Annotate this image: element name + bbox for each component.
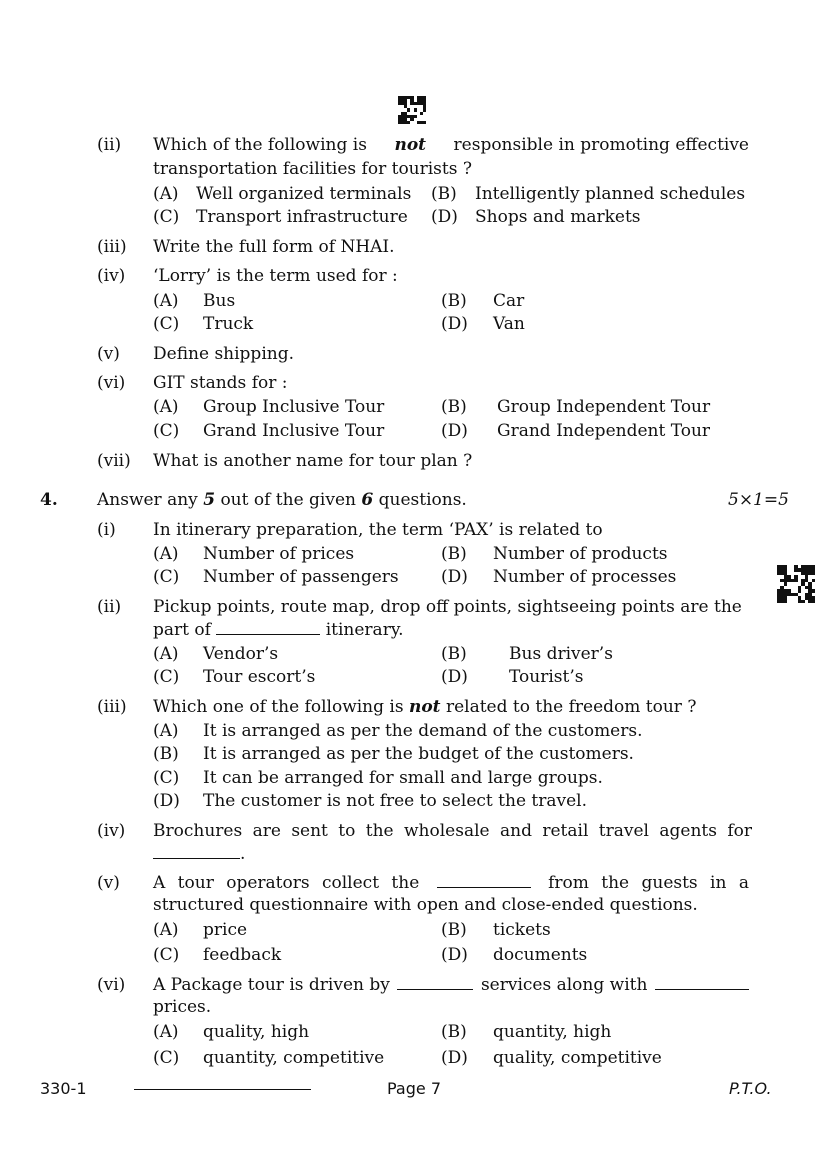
qr-code-top bbox=[398, 96, 426, 124]
option-label: (D) bbox=[441, 421, 468, 441]
question-text-a: A Package tour is driven by bbox=[153, 975, 390, 995]
option-label: (D) bbox=[441, 1048, 468, 1068]
question-number: (ii) bbox=[97, 135, 122, 155]
question-text-a: Which of the following is bbox=[153, 135, 367, 155]
option-text: quality, high bbox=[203, 1022, 310, 1042]
option-label: (B) bbox=[441, 920, 467, 940]
option-text: Vendor’s bbox=[203, 644, 279, 664]
question-text: What is another name for tour plan ? bbox=[153, 451, 473, 471]
question-text-continued bbox=[153, 843, 245, 865]
question-text-a: Which one of the following is bbox=[153, 697, 404, 717]
please-turn-over: P.T.O. bbox=[729, 1079, 772, 1098]
option-text: Group Inclusive Tour bbox=[203, 397, 385, 417]
option-label: (D) bbox=[441, 567, 468, 587]
question-text: In itinerary preparation, the term ‘PAX’ is related to bbox=[153, 520, 603, 540]
question-number: (iii) bbox=[97, 697, 127, 717]
question-text-b: from the guests in a bbox=[548, 873, 749, 893]
sentence-end: . bbox=[240, 844, 246, 864]
instr-c: questions. bbox=[378, 490, 467, 510]
qr-code-side bbox=[777, 565, 815, 603]
instr-b: out of the given bbox=[220, 490, 356, 510]
emphasis-not: not bbox=[408, 697, 441, 717]
option-label: (A) bbox=[153, 1022, 179, 1042]
option-text: Number of prices bbox=[203, 544, 355, 564]
footer-rule bbox=[134, 1089, 311, 1090]
question-instructions bbox=[97, 489, 467, 511]
option-label: (B) bbox=[441, 644, 467, 664]
option-label: (C) bbox=[153, 567, 180, 587]
option-label: (D) bbox=[431, 207, 458, 227]
answer-blank bbox=[153, 844, 240, 859]
option-text: quality, competitive bbox=[493, 1048, 662, 1068]
option-label: (B) bbox=[441, 544, 467, 564]
option-text: Grand Inclusive Tour bbox=[203, 421, 385, 441]
question-text-continued: structured questionnaire with open and close-ended questions. bbox=[153, 895, 698, 915]
instr-n1: 5 bbox=[203, 490, 216, 510]
option-text: Van bbox=[493, 314, 525, 334]
option-text: Well organized terminals bbox=[196, 184, 412, 204]
option-text: Car bbox=[493, 291, 525, 311]
option-label: (D) bbox=[441, 667, 468, 687]
option-label: (B) bbox=[441, 291, 467, 311]
question-number: (vi) bbox=[97, 373, 126, 393]
option-text: Grand Independent Tour bbox=[497, 421, 711, 441]
question-text: ‘Lorry’ is the term used for : bbox=[153, 266, 398, 286]
question-number: (vi) bbox=[97, 975, 126, 995]
option-text: Number of products bbox=[493, 544, 668, 564]
question-text bbox=[153, 872, 749, 894]
question-text: Pickup points, route map, drop off points, sightseeing points are the bbox=[153, 597, 742, 617]
question-text-continued: transportation facilities for tourists ? bbox=[153, 159, 472, 179]
question-number: (i) bbox=[97, 520, 116, 540]
option-label: (A) bbox=[153, 721, 179, 741]
answer-blank-1 bbox=[397, 975, 473, 990]
option-label: (A) bbox=[153, 291, 179, 311]
question-text: GIT stands for : bbox=[153, 373, 288, 393]
option-text: quantity, competitive bbox=[203, 1048, 385, 1068]
question-text bbox=[153, 696, 696, 718]
option-label: (C) bbox=[153, 207, 180, 227]
option-label: (B) bbox=[441, 397, 467, 417]
question-text-continued: prices. bbox=[153, 997, 212, 1017]
option-label: (A) bbox=[153, 397, 179, 417]
option-label: (C) bbox=[153, 1048, 180, 1068]
option-text: documents bbox=[493, 945, 588, 965]
option-label: (C) bbox=[153, 945, 180, 965]
instr-n2: 6 bbox=[361, 490, 374, 510]
option-label: (A) bbox=[153, 544, 179, 564]
option-label: (A) bbox=[153, 644, 179, 664]
option-label: (B) bbox=[441, 1022, 467, 1042]
question-text-b: responsible in promoting effective bbox=[453, 135, 749, 155]
option-label: (B) bbox=[431, 184, 457, 204]
question-number: (ii) bbox=[97, 597, 122, 617]
page-number: Page 7 bbox=[387, 1079, 441, 1098]
option-label: (C) bbox=[153, 667, 180, 687]
question-text bbox=[153, 974, 749, 996]
question-number: (v) bbox=[97, 344, 120, 364]
option-label: (C) bbox=[153, 421, 180, 441]
option-text: tickets bbox=[493, 920, 551, 940]
question-text: Define shipping. bbox=[153, 344, 294, 364]
question-text bbox=[153, 134, 749, 156]
option-label: (B) bbox=[153, 744, 179, 764]
answer-blank-2 bbox=[655, 975, 749, 990]
option-text: Bus bbox=[203, 291, 236, 311]
question-text-b: services along with bbox=[480, 975, 648, 995]
option-text: Transport infrastructure bbox=[196, 207, 408, 227]
question-text: Brochures are sent to the wholesale and retail travel agents for bbox=[153, 821, 753, 841]
question-number: (vii) bbox=[97, 451, 131, 471]
marks-allocation: 5×1=5 bbox=[728, 490, 789, 510]
option-text: Group Independent Tour bbox=[497, 397, 711, 417]
option-label: (A) bbox=[153, 920, 179, 940]
answer-blank bbox=[216, 620, 320, 635]
option-label: (C) bbox=[153, 768, 180, 788]
answer-blank bbox=[437, 873, 531, 888]
option-label: (D) bbox=[441, 945, 468, 965]
option-text: It is arranged as per the demand of the customers. bbox=[203, 721, 643, 741]
option-text: feedback bbox=[203, 945, 282, 965]
question-text-a: A tour operators collect the bbox=[153, 873, 420, 893]
option-text: Truck bbox=[203, 314, 254, 334]
option-label: (D) bbox=[153, 791, 180, 811]
option-label: (C) bbox=[153, 314, 180, 334]
option-text: Intelligently planned schedules bbox=[475, 184, 746, 204]
question-number: (iv) bbox=[97, 266, 126, 286]
option-text: Bus driver’s bbox=[509, 644, 613, 664]
question-number: (v) bbox=[97, 873, 120, 893]
option-text: Tour escort’s bbox=[203, 667, 316, 687]
option-label: (D) bbox=[441, 314, 468, 334]
option-text: price bbox=[203, 920, 248, 940]
paper-code: 330-1 bbox=[40, 1079, 87, 1098]
text-part-of: part of bbox=[153, 620, 211, 640]
option-label: (A) bbox=[153, 184, 179, 204]
option-text: Tourist’s bbox=[509, 667, 584, 687]
question-text-continued bbox=[153, 619, 404, 641]
question-text-b: related to the freedom tour ? bbox=[445, 697, 697, 717]
option-text: Number of processes bbox=[493, 567, 677, 587]
question-number-4: 4. bbox=[40, 490, 58, 510]
question-number: (iv) bbox=[97, 821, 126, 841]
option-text: It can be arranged for small and large groups. bbox=[203, 768, 603, 788]
option-text: It is arranged as per the budget of the customers. bbox=[203, 744, 634, 764]
instr-a: Answer any bbox=[97, 490, 198, 510]
emphasis-not: not bbox=[394, 135, 427, 155]
option-text: Shops and markets bbox=[475, 207, 641, 227]
option-text: Number of passengers bbox=[203, 567, 399, 587]
question-number bbox=[40, 489, 58, 511]
question-text: Write the full form of NHAI. bbox=[153, 237, 395, 257]
text-itinerary: itinerary. bbox=[325, 620, 404, 640]
option-text: The customer is not free to select the travel. bbox=[203, 791, 588, 811]
question-number: (iii) bbox=[97, 237, 127, 257]
option-text: quantity, high bbox=[493, 1022, 612, 1042]
